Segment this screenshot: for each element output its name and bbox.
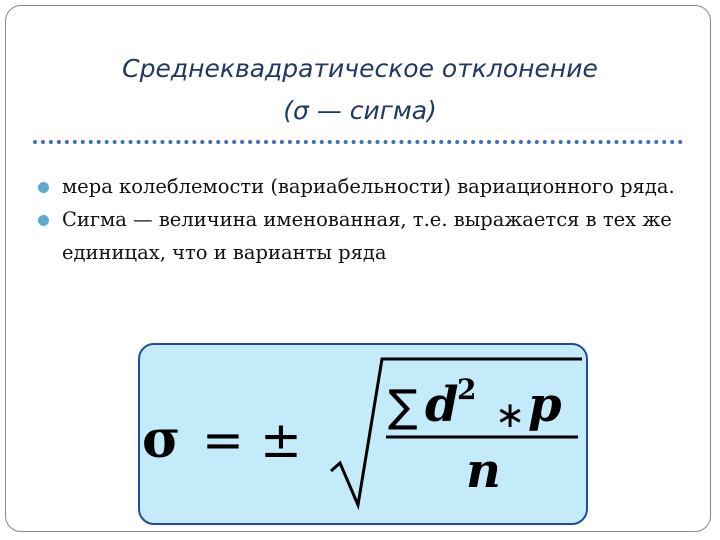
formula-p: p: [528, 377, 562, 433]
slide-title: [0, 48, 720, 132]
title-line-2: (σ — сигма): [283, 96, 437, 125]
formula-sum: ∑: [388, 381, 418, 432]
formula-exponent: 2: [457, 373, 477, 406]
formula-sigma: σ: [142, 409, 181, 470]
bullet-list: [34, 170, 684, 269]
formula-plus-minus: ±: [260, 411, 302, 469]
bullet-dot-icon: [38, 215, 49, 226]
formula-image: [140, 345, 586, 523]
formula-n: n: [466, 443, 501, 499]
bullet-text: Сигма — величина именованная, т.е. выражается в тех же единицах, что и варианты ряда: [62, 208, 672, 264]
bullet-text: мера колеблемости (вариабельности) вариационного ряда.: [62, 175, 675, 198]
title-divider: [33, 140, 683, 144]
bullet-dot-icon: [38, 182, 49, 193]
formula-box: [138, 343, 588, 525]
formula-d: d: [425, 377, 459, 433]
title-line-1: Среднеквадратическое отклонение: [122, 54, 598, 83]
bullet-item: [34, 203, 684, 269]
formula-equals: =: [202, 411, 244, 469]
bullet-item: [34, 170, 684, 203]
formula-times: ∗: [495, 395, 526, 436]
